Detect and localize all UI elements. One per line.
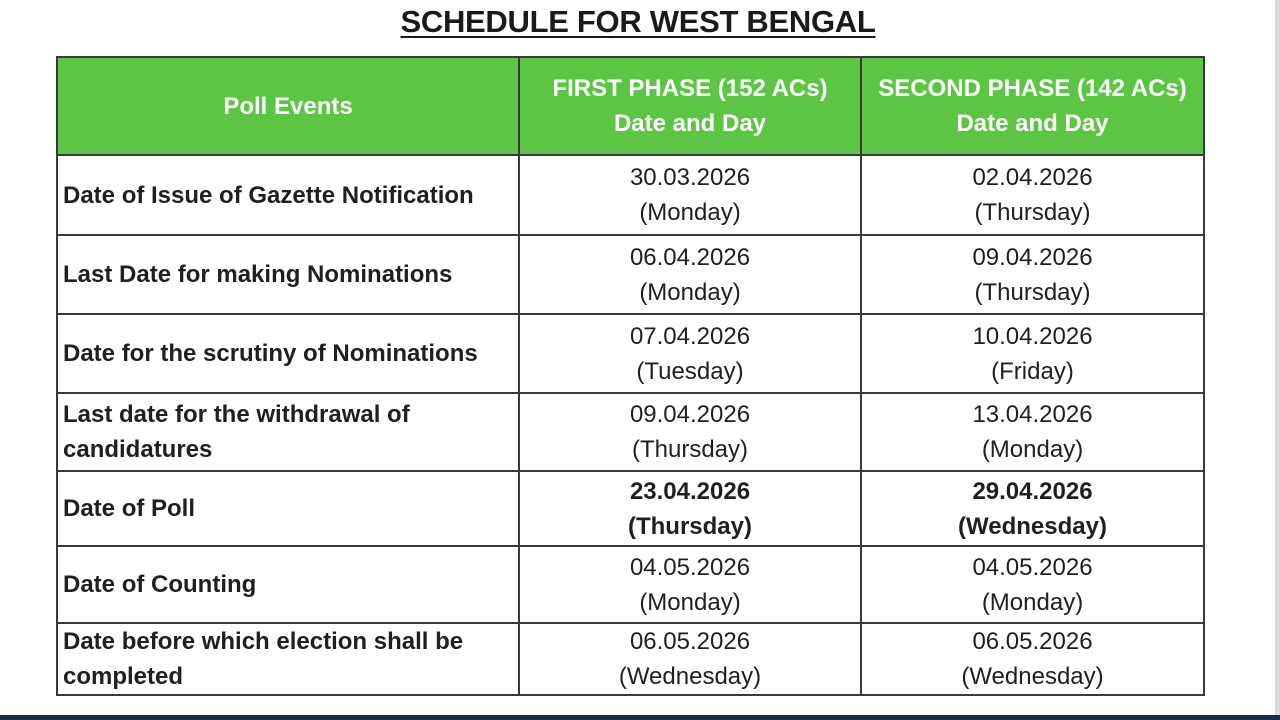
second-phase-day: (Thursday) bbox=[974, 278, 1091, 306]
event-label: Last date for the withdrawal of candidatures bbox=[57, 393, 519, 471]
table-row bbox=[57, 471, 1204, 546]
first-phase-date: 07.04.2026 bbox=[629, 322, 751, 350]
second-phase-date: 02.04.2026 bbox=[972, 164, 1093, 191]
event-label: Last Date for making Nominations bbox=[57, 235, 519, 314]
second-phase-date: 29.04.2026 bbox=[972, 477, 1093, 505]
event-label: Date before which election shall be completed bbox=[57, 623, 519, 695]
table-header-row bbox=[57, 57, 1204, 155]
first-phase-cell bbox=[519, 546, 861, 623]
first-phase-cell bbox=[519, 471, 861, 546]
second-phase-day: (Wednesday) bbox=[958, 512, 1107, 540]
first-phase-day: (Monday) bbox=[639, 199, 741, 226]
header-first-phase bbox=[519, 57, 861, 155]
header-second-phase-sub: Date and Day bbox=[956, 110, 1109, 137]
second-phase-day: (Friday) bbox=[991, 357, 1074, 385]
first-phase-date: 04.05.2026 bbox=[629, 553, 751, 581]
header-first-phase-sub: Date and Day bbox=[613, 110, 767, 137]
bottom-bar bbox=[0, 715, 1280, 720]
event-label: Date of Issue of Gazette Notification bbox=[57, 155, 519, 235]
first-phase-day: (Tuesday) bbox=[636, 357, 744, 385]
first-phase-day: (Wednesday) bbox=[618, 663, 762, 690]
first-phase-cell bbox=[519, 393, 861, 471]
first-phase-date: 30.03.2026 bbox=[629, 164, 751, 191]
second-phase-day: (Monday) bbox=[981, 436, 1084, 463]
second-phase-day: (Monday) bbox=[981, 588, 1084, 616]
second-phase-date: 06.05.2026 bbox=[972, 628, 1093, 655]
event-label: Date for the scrutiny of Nominations bbox=[57, 314, 519, 393]
schedule-table bbox=[56, 56, 1205, 696]
second-phase-day: (Wednesday) bbox=[961, 663, 1104, 690]
table-row bbox=[57, 546, 1204, 623]
second-phase-cell bbox=[861, 314, 1204, 393]
first-phase-date: 06.05.2026 bbox=[629, 628, 751, 655]
table-row bbox=[57, 314, 1204, 393]
first-phase-day: (Thursday) bbox=[631, 436, 749, 463]
header-second-phase bbox=[861, 57, 1204, 155]
first-phase-date: 06.04.2026 bbox=[629, 243, 751, 271]
first-phase-date: 23.04.2026 bbox=[629, 477, 751, 505]
table-row bbox=[57, 393, 1204, 471]
event-label: Date of Counting bbox=[57, 546, 519, 623]
second-phase-cell bbox=[861, 546, 1204, 623]
right-edge-divider bbox=[1275, 0, 1280, 720]
first-phase-day: (Thursday) bbox=[627, 512, 752, 540]
table-row bbox=[57, 623, 1204, 695]
page-title bbox=[0, 4, 1276, 40]
first-phase-day: (Monday) bbox=[639, 278, 741, 306]
first-phase-date: 09.04.2026 bbox=[629, 401, 751, 428]
second-phase-date: 09.04.2026 bbox=[972, 243, 1093, 271]
first-phase-cell bbox=[519, 623, 861, 695]
event-label: Date of Poll bbox=[57, 471, 519, 546]
header-first-phase-title: FIRST PHASE (152 ACs) bbox=[552, 75, 828, 102]
table-row bbox=[57, 235, 1204, 314]
header-poll-events: Poll Events bbox=[57, 57, 519, 155]
second-phase-cell bbox=[861, 235, 1204, 314]
second-phase-cell bbox=[861, 471, 1204, 546]
header-second-phase-title: SECOND PHASE (142 ACs) bbox=[878, 75, 1187, 102]
second-phase-cell bbox=[861, 155, 1204, 235]
second-phase-date: 04.05.2026 bbox=[972, 553, 1093, 581]
first-phase-cell bbox=[519, 235, 861, 314]
second-phase-cell bbox=[861, 623, 1204, 695]
first-phase-day: (Monday) bbox=[639, 588, 741, 616]
second-phase-cell bbox=[861, 393, 1204, 471]
table-row bbox=[57, 155, 1204, 235]
first-phase-cell bbox=[519, 314, 861, 393]
second-phase-day: (Thursday) bbox=[974, 199, 1091, 226]
second-phase-date: 10.04.2026 bbox=[972, 322, 1093, 350]
page-title-text: SCHEDULE FOR WEST BENGAL bbox=[400, 4, 876, 39]
first-phase-cell bbox=[519, 155, 861, 235]
second-phase-date: 13.04.2026 bbox=[972, 401, 1093, 428]
